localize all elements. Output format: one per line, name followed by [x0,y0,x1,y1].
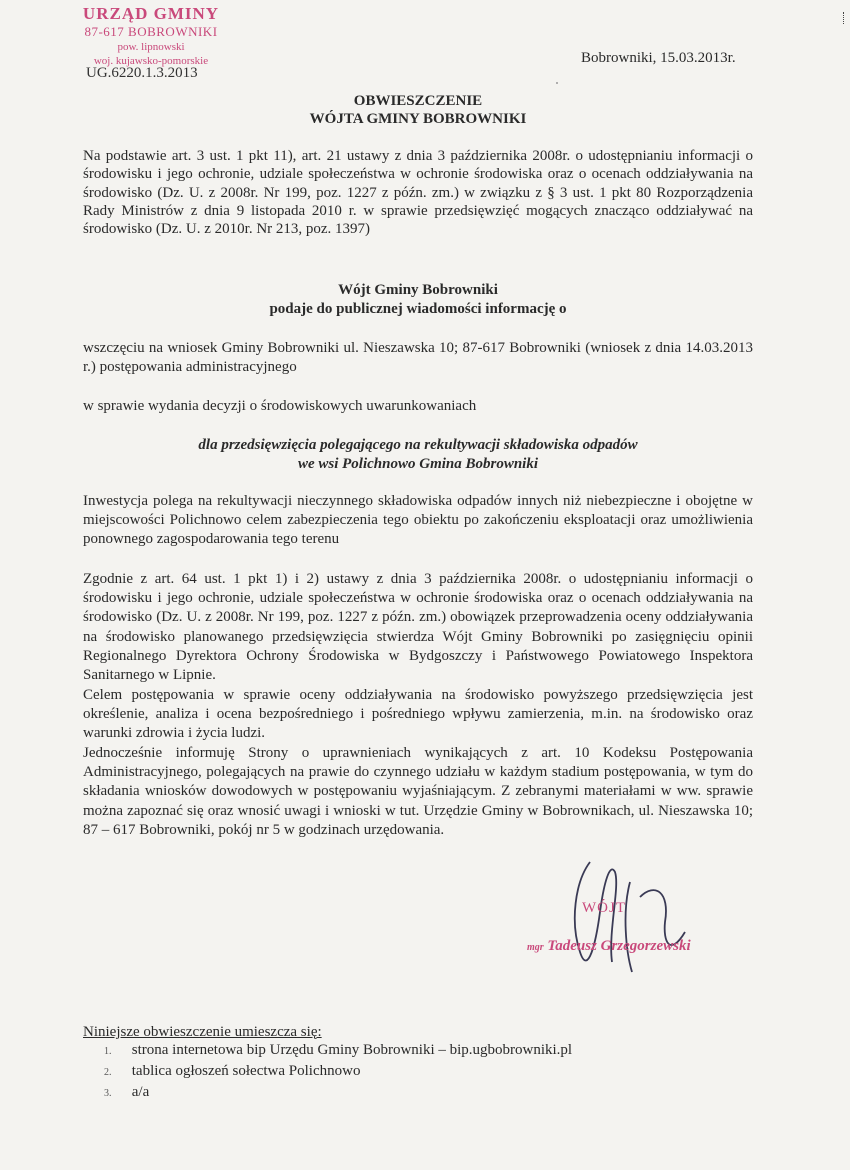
project-line-2: we wsi Polichnowo Gmina Bobrowniki [297,456,539,472]
stamp-line-2: 87-617 BOBROWNIKI [84,24,218,39]
list-item [104,1061,572,1082]
stamp-line-4: woj. kujawsko-pomorskie [93,55,209,67]
list-item-text: a/a [131,1084,150,1100]
signature-name: Tadeusz Grzegorzewski [547,938,691,954]
place-and-date: Bobrowniki, 15.03.2013r. [581,50,736,66]
body-paragraph-3: Jednocześnie informuję Strony o uprawnieniach wynikających z art. 10 Kodeksu Postępowania Administracyjnego, polegających na prawie do czynnego udziału w każdym stadium postępowania, w tym do składania wniosków dowodowych w postępowaniu wyjaśniającym. Z zebranymi materiałami w ww. sprawie można zapoznać się oraz wnosić uwagi i wnioski w tut. Urzędzie Gminy w Bobrownikach, ul. Nieszawska 10; 87 – 617 Bobrowniki, pokój nr 5 w godzinach urzędowania. [83,745,753,838]
document-title: OBWIESZCZENIE [353,93,483,109]
reference-number: UG.6220.1.3.2013 [86,65,198,81]
distribution-list [104,1040,572,1103]
document-subtitle: WÓJTA GMINY BOBROWNIKI [309,111,527,127]
list-item-number: 1. [104,1046,112,1057]
matter-paragraph: w sprawie wydania decyzji o środowiskowych uwarunkowaniach [83,398,477,414]
signature-name-stamp [527,938,691,955]
announcement-line-2: podaje do publicznej wiadomości informację o [269,301,567,317]
stamp-line-3: pow. lipnowski [117,41,185,53]
list-item-text: strona internetowa bip Urzędu Gminy Bobrowniki – bip.ugbobrowniki.pl [131,1042,573,1058]
distribution-heading: Niniejsze obwieszczenie umieszcza się: [83,1024,322,1040]
speck [556,82,558,84]
legal-basis-paragraph: Na podstawie art. 3 ust. 1 pkt 11), art. 21 ustawy z dnia 3 października 2008r. o udostępnianiu informacji o środowisku i jego ochronie, udziale społeczeństwa w ochronie środowiska oraz o ocenach oddziaływania na środowisko (Dz. U. z 2008r. Nr 199, poz. 1227 z późn. zm.) w związku z § 3 ust. 1 pkt 80 Rozporządzenia Rady Ministrów z dnia 9 listopada 2010 r. w sprawie przedsięwzięć mogących znacząco oddziaływać na środowisko (Dz. U. z 2010r. Nr 213, poz. 1397) [83,148,753,238]
scan-edge-mark [843,12,846,24]
signature-role: WÓJT [582,900,626,916]
project-line-1: dla przedsięwzięcia polegającego na rekultywacji składowiska odpadów [198,437,638,453]
announcement-line-1: Wójt Gminy Bobrowniki [338,282,498,298]
handwritten-signature [560,842,710,992]
list-item-number: 2. [104,1067,112,1078]
list-item-text: tablica ogłoszeń sołectwa Polichnowo [131,1063,361,1079]
office-stamp [76,4,226,68]
investment-paragraph: Inwestycja polega na rekultywacji nieczynnego składowiska odpadów innych niż niebezpieczne i obojętne w miejscowości Polichnowo celem zabezpieczenia tego obiektu po zakończeniu eksploatacji oraz umożliwienia ponownego zagospodarowania tego terenu [83,493,753,548]
initiation-paragraph: wszczęciu na wniosek Gminy Bobrowniki ul. Nieszawska 10; 87-617 Bobrowniki (wniosek z dnia 14.03.2013 r.) postępowania administracyjnego [83,340,753,376]
body-paragraph-2: Celem postępowania w sprawie oceny oddziaływania na środowisko powyższego przedsięwzięcia jest określenie, analiza i ocena bezpośredniego i pośredniego wpływu zamierzenia, m.in. na środowisko oraz warunki zdrowia i życia ludzi. [83,687,753,742]
signature-prefix: mgr [527,942,544,953]
body-paragraph-1: Zgodnie z art. 64 ust. 1 pkt 1) i 2) ustawy z dnia 3 października 2008r. o udostępnianiu informacji o środowisku i jego ochronie, udziale społeczeństwa w ochronie środowiska oraz o ocenach oddziaływania na środowisko (Dz. U. z 2008r. Nr 199, poz. 1227 z późn. zm.) obowiązek przeprowadzenia oceny oddziaływania na środowisko planowanego przedsięwzięcia stwierdza Wójt Gminy Bobrowniki po zasięgnięciu opinii Regionalnego Dyrektora Ochrony Środowiska w Bydgoszczy i Państwowego Powiatowego Inspektora Sanitarnego w Lipnie. [83,571,753,684]
list-item-number: 3. [104,1088,112,1099]
list-item [104,1082,572,1103]
stamp-line-1: URZĄD GMINY [82,4,220,23]
list-item [104,1040,572,1061]
